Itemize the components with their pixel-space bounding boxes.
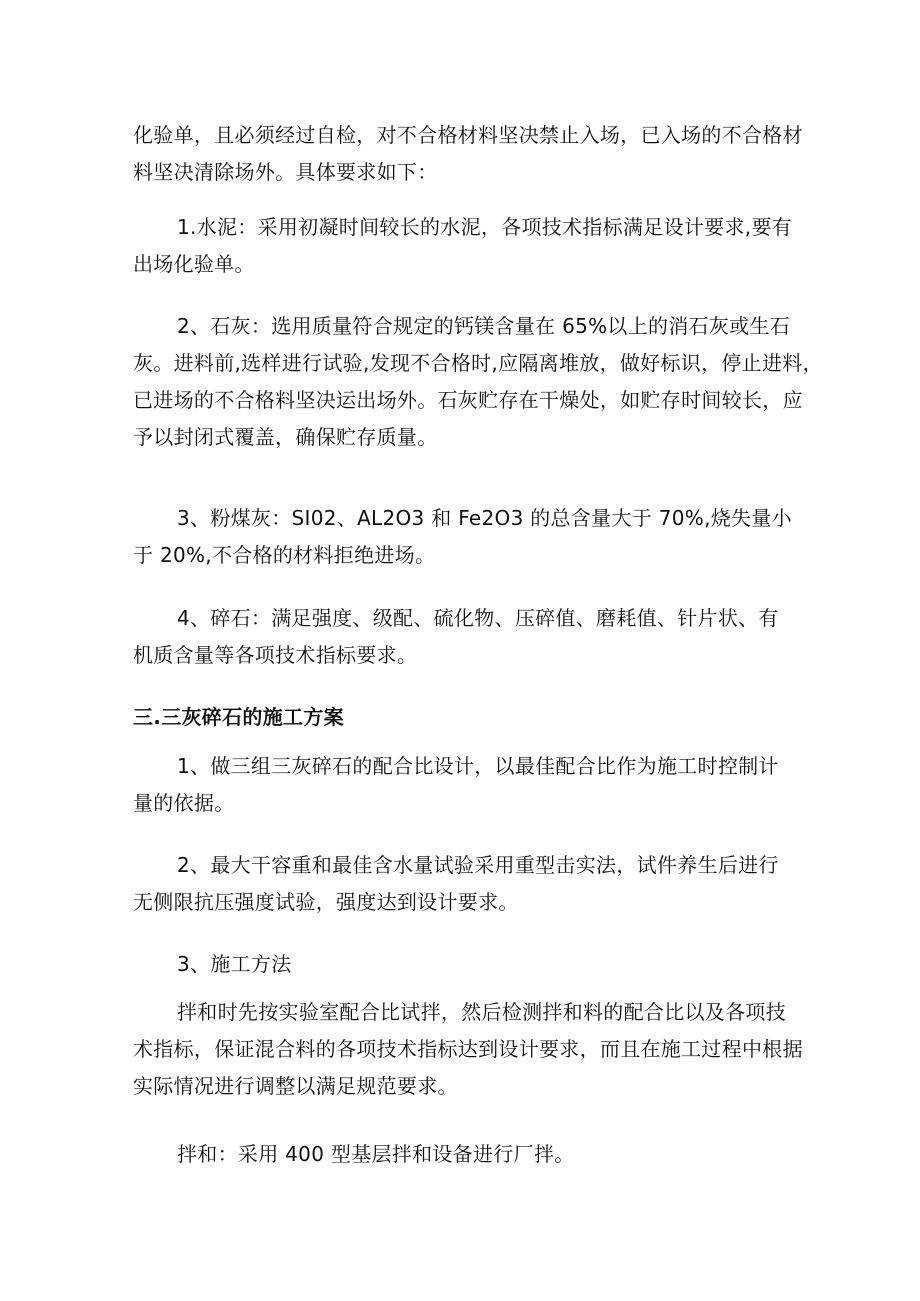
paragraph-intro bbox=[133, 117, 803, 191]
text-line: 于 20%,不合格的材料拒绝进场。 bbox=[133, 543, 436, 567]
text-line: 已进场的不合格料坚决运出场外。石灰贮存在干燥处，如贮存时间较长，应 bbox=[133, 388, 803, 412]
paragraph-method-title bbox=[133, 946, 793, 983]
text-line: 1.水泥：采用初凝时间较长的水泥，各项技术指标满足设计要求,要有 bbox=[177, 215, 793, 239]
text-line: 3、施工方法 bbox=[177, 952, 292, 976]
text-line: 实际情况进行调整以满足规范要求。 bbox=[133, 1074, 458, 1098]
paragraph-fly-ash bbox=[133, 500, 793, 574]
text-line: 拌和：采用 400 型基层拌和设备进行厂拌。 bbox=[177, 1142, 575, 1166]
text-line: 量的依据。 bbox=[133, 791, 235, 815]
text-line: 术指标，保证混合料的各项技术指标达到设计要求，而且在施工过程中根据 bbox=[133, 1037, 803, 1061]
paragraph-mix-design bbox=[133, 748, 793, 822]
text-line: 拌和时先按实验室配合比试拌，然后检测拌和料的配合比以及各项技 bbox=[177, 1000, 786, 1024]
section-heading bbox=[133, 699, 793, 736]
paragraph-lime bbox=[133, 308, 823, 456]
paragraph-gravel bbox=[133, 600, 793, 674]
text-line: 3、粉煤灰：SI02、AL2O3 和 Fe2O3 的总含量大于 70%,烧失量小 bbox=[177, 506, 792, 530]
heading-text: 三.三灰碎石的施工方案 bbox=[133, 705, 344, 729]
text-line: 料坚决清除场外。具体要求如下： bbox=[133, 160, 438, 184]
text-line: 予以封闭式覆盖，确保贮存质量。 bbox=[133, 425, 438, 449]
text-line: 出场化验单。 bbox=[133, 252, 255, 276]
text-line: 2、石灰：选用质量符合规定的钙镁含量在 65%以上的消石灰或生石 bbox=[177, 314, 791, 338]
text-line: 化验单，且必须经过自检，对不合格材料坚决禁止入场，已入场的不合格材 bbox=[133, 123, 803, 147]
paragraph-mixing bbox=[133, 994, 803, 1105]
text-line: 2、最大干容重和最佳含水量试验采用重型击实法，试件养生后进行 bbox=[177, 853, 779, 877]
text-line: 灰。进料前,选样进行试验,发现不合格时,应隔离堆放，做好标识，停止进料， bbox=[133, 351, 823, 375]
text-line: 无侧限抗压强度试验，强度达到设计要求。 bbox=[133, 890, 519, 914]
paragraph-cement bbox=[133, 209, 793, 283]
paragraph-compaction-test bbox=[133, 847, 793, 921]
text-line: 1、做三组三灰碎石的配合比设计，以最佳配合比作为施工时控制计 bbox=[177, 754, 779, 778]
paragraph-equipment bbox=[133, 1136, 793, 1173]
text-line: 4、碎石：满足强度、级配、硫化物、压碎值、磨耗值、针片状、有 bbox=[177, 606, 779, 630]
text-line: 机质含量等各项技术指标要求。 bbox=[133, 643, 418, 667]
